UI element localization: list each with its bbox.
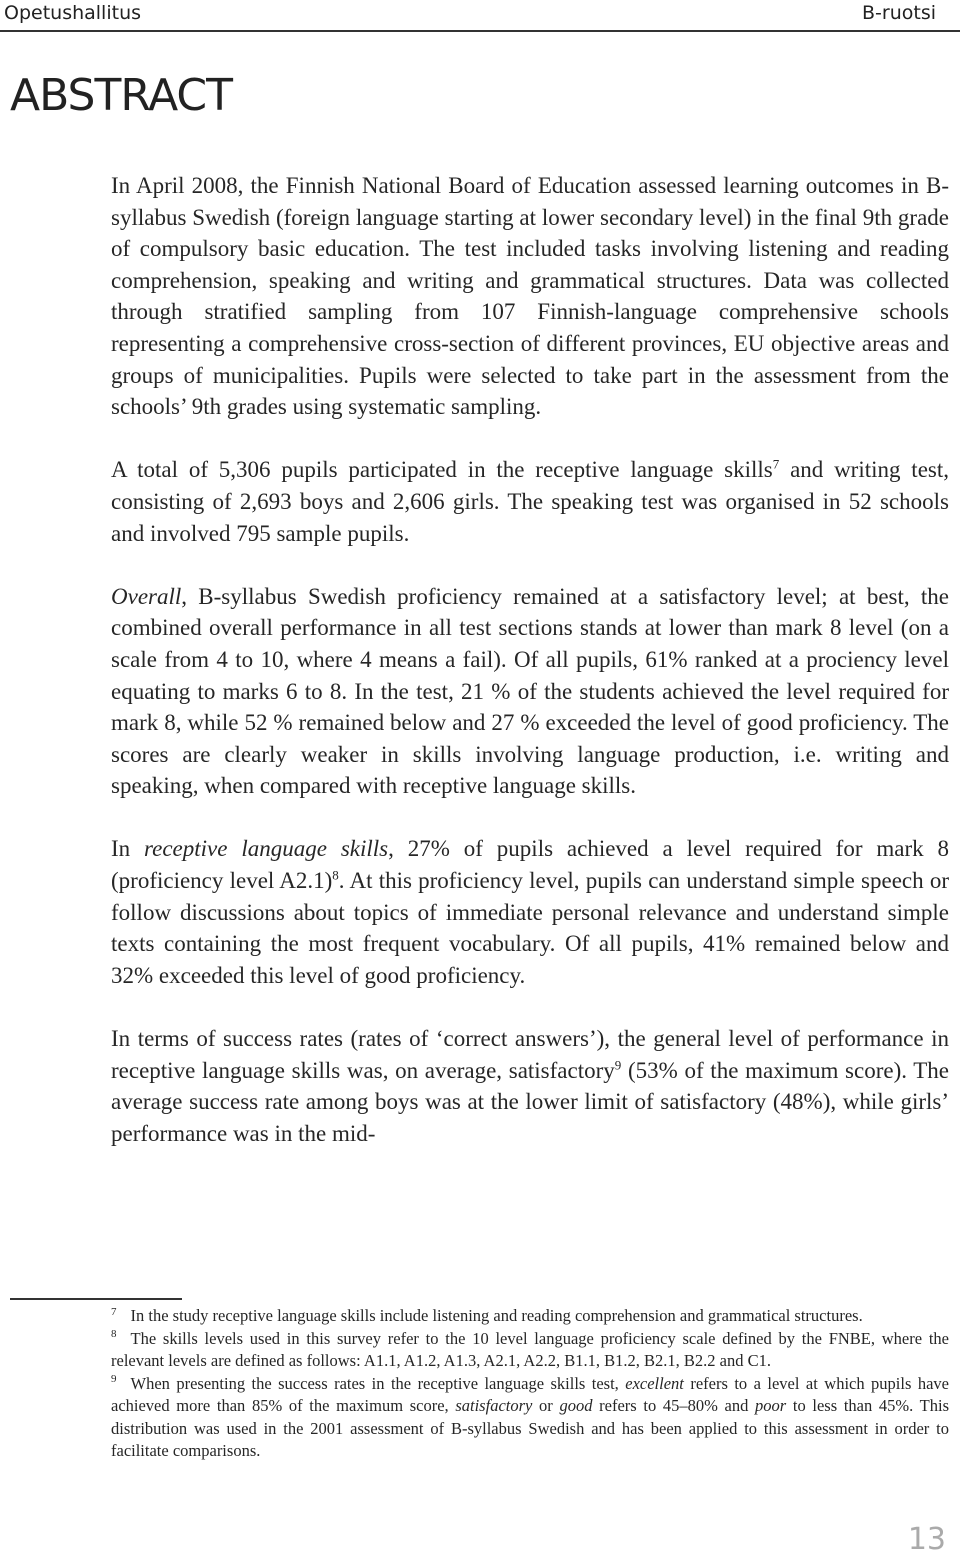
footnote-ref-7: 7: [772, 456, 780, 472]
paragraph-4-emphasis: receptive language skills: [144, 836, 389, 862]
footnote-7-text: In the study receptive language skills include listening and reading comprehension and grammatical structures.: [130, 1306, 863, 1325]
page-header: [0, 0, 960, 32]
footnote-9-text-e: to less than 45%. This distribution was used in the 2001 assessment of B-syllabus Swedish and has been applied to this assessment in order to facilitate comparisons.: [111, 1396, 949, 1460]
footnote-9-text-c: or: [532, 1396, 560, 1415]
paragraph-4-text-a: In: [111, 836, 145, 862]
footnote-divider: [10, 1298, 182, 1300]
paragraph-5-text-a: In terms of success rates (rates of ‘correct answers’), the general level of performance in receptive language skills was, on average, satisfactory: [111, 1026, 949, 1083]
footnote-9-emphasis-satisfactory: satisfactory: [455, 1396, 533, 1415]
footnote-7-number: 7: [111, 1305, 117, 1318]
footnote-7: [111, 1305, 949, 1328]
footnote-ref-8: 8: [332, 867, 339, 883]
footnote-9-text-d: refers to 45–80% and: [592, 1396, 756, 1415]
header-publisher: Opetushallitus: [4, 2, 142, 24]
paragraph-5-text-b: (53% of the maximum score). The average success rate among boys was at the lower limit of satisfactory (48%), while girls’ performance was in the mid-: [111, 1057, 950, 1146]
footnote-9-emphasis-good: good: [559, 1396, 593, 1415]
paragraph-4-text-b: , 27% of pupils achieved a level required for mark 8 (proficiency level A2.1): [111, 836, 949, 894]
footnote-9-number: 9: [111, 1373, 117, 1385]
footnotes: [111, 1305, 949, 1463]
paragraph-4: [111, 833, 949, 991]
paragraph-2-text-b: and writing test, consisting of 2,693 boys and 2,606 girls. The speaking test was organised in 52 schools and involved 795 sample pupils.: [111, 457, 950, 546]
footnote-8-number: 8: [111, 1328, 117, 1340]
footnote-9-text-b: refers to a level at which pupils have achieved more than 85% of the maximum score,: [111, 1373, 949, 1415]
footnote-9-text-a: When presenting the success rates in the receptive language skills test,: [130, 1373, 626, 1393]
paragraph-2: [111, 454, 949, 549]
paragraph-1: In April 2008, the Finnish National Board of Education assessed learning outcomes in B-syllabus Swedish (foreign language starting at lower secondary level) in the final 9th grade of compulsory basic education. The test included tasks involving listening and reading comprehension, speaking and writing and grammatical structures. Data was collected through stratified sampling from 107 Finnish-language comprehensive schools representing a comprehensive cross-section of different provinces, EU objective areas and groups of municipalities. Pupils were selected to take part in the assessment from the schools’ 9th grades using systematic sampling.: [111, 173, 949, 420]
header-subject: B-ruotsi: [862, 2, 936, 24]
footnote-9-emphasis-excellent: excellent: [625, 1373, 684, 1393]
footnote-9: [111, 1373, 949, 1463]
footnote-ref-9: 9: [614, 1056, 622, 1072]
paragraph-3-text: , B-syllabus Swedish proficiency remained at a satisfactory level; at best, the combined overall performance in all test sections stands at lower than mark 8 level (on a scale from 4 to 10, where 4 means a fail). Of all pupils, 61% ranked at a prociency level equating to marks 6 to 8. In the test, 21 % of the students achieved the level required for mark 8, while 52 % remained below and 27 % exceeded the level of good proficiency. The scores are clearly weaker in skills involving language production, i.e. writing and speaking, when compared with receptive language skills.: [111, 583, 949, 799]
abstract-body: [111, 170, 949, 1149]
footnote-8-text: The skills levels used in this survey refer to the 10 level language proficiency scale defined by the FNBE, where the relevant levels are defined as follows: A1.1, A1.2, A1.3, A2.1, A2.2, B1.1, B1.2, B2.1, B2.2 and C1.: [111, 1328, 949, 1370]
footnote-8: [111, 1328, 949, 1373]
paragraph-4-text-c: . At this proficiency level, pupils can understand simple speech or follow discussions about topics of immediate personal relevance and understand simple texts containing the most frequent vocabulary. Of all pupils, 41% remained below and 32% exceeded this level of good proficiency.: [111, 868, 949, 988]
footnote-9-emphasis-poor: poor: [755, 1396, 787, 1415]
page-title: ABSTRACT: [10, 70, 233, 121]
paragraph-2-text-a: A total of 5,306 pupils participated in the receptive language skills: [111, 457, 773, 483]
paragraph-5: [111, 1023, 949, 1149]
page-number: 13: [907, 1522, 946, 1557]
paragraph-3: [111, 581, 949, 802]
paragraph-3-emphasis: Overall: [111, 583, 182, 609]
